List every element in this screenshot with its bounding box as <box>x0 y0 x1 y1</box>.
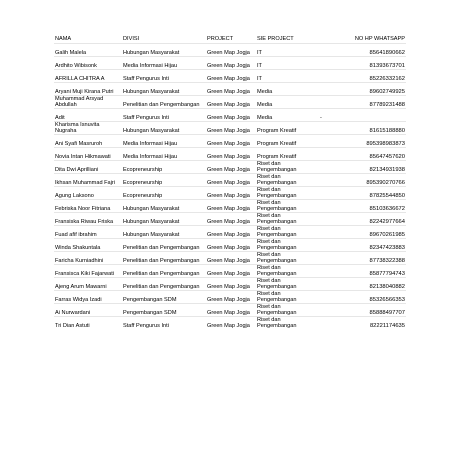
cell-project: Green Map Jogja <box>206 148 256 161</box>
cell-divisi: Hubungan Masyarakat <box>122 44 206 57</box>
cell-mark <box>319 70 341 83</box>
cell-nama: Agung Laksono <box>54 187 122 200</box>
cell-no-hp: 82134931938 <box>341 161 406 174</box>
cell-no-hp: 87789231488 <box>341 96 406 109</box>
table-row <box>54 304 406 317</box>
cell-no-hp: 82138040882 <box>341 278 406 291</box>
cell-divisi: Pengembangan SDM <box>122 291 206 304</box>
cell-sie-project: Riset dan Pengembangan <box>256 200 319 213</box>
cell-no-hp: 85226332162 <box>341 70 406 83</box>
cell-mark <box>319 278 341 291</box>
cell-no-hp: 85326566353 <box>341 291 406 304</box>
cell-project: Green Map Jogja <box>206 57 256 70</box>
cell-mark <box>319 161 341 174</box>
cell-sie-project: Riset dan Pengembangan <box>256 226 319 239</box>
cell-nama: Tri Dian Astuti <box>54 317 122 330</box>
table-row <box>54 200 406 213</box>
cell-mark <box>319 57 341 70</box>
cell-sie-project: Program Kreatif <box>256 148 319 161</box>
header-no-hp: NO HP WHATSAPP <box>354 36 405 42</box>
cell-nama: Ajeng Arum Mawarni <box>54 278 122 291</box>
cell-project: Green Map Jogja <box>206 83 256 96</box>
cell-project: Green Map Jogja <box>206 70 256 83</box>
cell-divisi: Staff Pengurus Inti <box>122 70 206 83</box>
table-row <box>54 96 406 109</box>
cell-mark <box>319 226 341 239</box>
cell-mark <box>319 304 341 317</box>
cell-no-hp: 82221174635 <box>341 317 406 330</box>
cell-nama: Fransisca Kiki Fajarwati <box>54 265 122 278</box>
cell-mark <box>319 174 341 187</box>
table-row <box>54 161 406 174</box>
cell-nama: Fuad afif ibrahim <box>54 226 122 239</box>
cell-divisi: Penelitian dan Pengembangan <box>122 96 206 109</box>
cell-project: Green Map Jogja <box>206 122 256 135</box>
cell-nama: Ai Nurwardani <box>54 304 122 317</box>
cell-sie-project: Riset dan Pengembangan <box>256 187 319 200</box>
table-row <box>54 239 406 252</box>
cell-no-hp: 85888497707 <box>341 304 406 317</box>
cell-divisi: Hubungan Masyarakat <box>122 122 206 135</box>
cell-sie-project: Riset dan Pengembangan <box>256 161 319 174</box>
cell-project: Green Map Jogja <box>206 278 256 291</box>
cell-mark <box>319 83 341 96</box>
cell-divisi: Penelitian dan Pengembangan <box>122 265 206 278</box>
cell-no-hp: 895390270766 <box>341 174 406 187</box>
table-row <box>54 226 406 239</box>
cell-mark <box>319 265 341 278</box>
cell-mark <box>319 239 341 252</box>
table-row <box>54 317 406 330</box>
cell-divisi: Ecopreneurship <box>122 187 206 200</box>
cell-divisi: Media Informasi Hijau <box>122 57 206 70</box>
cell-project: Green Map Jogja <box>206 291 256 304</box>
cell-nama: Novia Intan Hikmawati <box>54 148 122 161</box>
cell-nama: Faricha Kurniadhini <box>54 252 122 265</box>
cell-sie-project: Riset dan Pengembangan <box>256 213 319 226</box>
cell-no-hp: 82242977664 <box>341 213 406 226</box>
cell-sie-project: Riset dan Pengembangan <box>256 278 319 291</box>
cell-mark <box>319 317 341 330</box>
cell-sie-project: Riset dan Pengembangan <box>256 239 319 252</box>
cell-mark <box>319 252 341 265</box>
cell-nama: Ikhsan Muhammad Fajri <box>54 174 122 187</box>
cell-divisi: Hubungan Masyarakat <box>122 213 206 226</box>
cell-no-hp: 87825544850 <box>341 187 406 200</box>
cell-sie-project: Media <box>256 109 319 122</box>
cell-divisi: Penelitian dan Pengembangan <box>122 239 206 252</box>
cell-divisi: Hubungan Masyarakat <box>122 226 206 239</box>
spreadsheet-page <box>54 36 406 329</box>
table-row <box>54 109 406 122</box>
cell-sie-project: Program Kreatif <box>256 135 319 148</box>
cell-project: Green Map Jogja <box>206 239 256 252</box>
cell-project: Green Map Jogja <box>206 226 256 239</box>
table-row <box>54 44 406 57</box>
table-row <box>54 148 406 161</box>
cell-sie-project: Riset dan Pengembangan <box>256 265 319 278</box>
cell-sie-project: Media <box>256 83 319 96</box>
cell-project: Green Map Jogja <box>206 317 256 330</box>
cell-nama: Fransiska Riwau Friska <box>54 213 122 226</box>
cell-nama: Dita Dwi Aprilliani <box>54 161 122 174</box>
cell-project: Green Map Jogja <box>206 213 256 226</box>
header-project: PROJECT <box>207 36 234 42</box>
cell-nama: Ani Syafi Masruroh <box>54 135 122 148</box>
table-row <box>54 174 406 187</box>
cell-mark <box>319 135 341 148</box>
cell-sie-project: Media <box>256 96 319 109</box>
cell-no-hp: 89602749925 <box>341 83 406 96</box>
cell-mark <box>319 96 341 109</box>
cell-divisi: Staff Pengurus Inti <box>122 109 206 122</box>
cell-nama: Adit <box>54 109 122 122</box>
cell-project: Green Map Jogja <box>206 109 256 122</box>
cell-mark <box>319 213 341 226</box>
cell-no-hp: 82347423883 <box>341 239 406 252</box>
cell-divisi: Staff Pengurus Inti <box>122 317 206 330</box>
cell-mark <box>319 291 341 304</box>
cell-no-hp: 87738322388 <box>341 252 406 265</box>
cell-mark: - <box>319 109 341 122</box>
cell-divisi: Ecopreneurship <box>122 161 206 174</box>
header-sie-project: SIE PROJECT <box>257 36 294 42</box>
cell-no-hp <box>341 109 406 122</box>
cell-divisi: Penelitian dan Pengembangan <box>122 252 206 265</box>
cell-no-hp: 85647457620 <box>341 148 406 161</box>
cell-project: Green Map Jogja <box>206 252 256 265</box>
header-divisi: DIVISI <box>123 36 140 42</box>
cell-mark <box>319 187 341 200</box>
cell-sie-project: Riset dan Pengembangan <box>256 174 319 187</box>
cell-mark <box>319 122 341 135</box>
cell-mark <box>319 148 341 161</box>
cell-nama: Kharisma Isnuvita Nugraha <box>54 122 122 135</box>
table-row <box>54 83 406 96</box>
cell-divisi: Penelitian dan Pengembangan <box>122 278 206 291</box>
cell-sie-project: IT <box>256 57 319 70</box>
cell-divisi: Ecopreneurship <box>122 174 206 187</box>
cell-mark <box>319 44 341 57</box>
cell-sie-project: Program Kreatif <box>256 122 319 135</box>
cell-sie-project: Riset dan Pengembangan <box>256 291 319 304</box>
cell-project: Green Map Jogja <box>206 135 256 148</box>
table-row <box>54 278 406 291</box>
table-row <box>54 122 406 135</box>
cell-nama: AFRILLA CHITRA A <box>54 70 122 83</box>
cell-nama: Ardhito Wibisonk <box>54 57 122 70</box>
cell-nama: Muhammad Arsyad Abdullah <box>54 96 122 109</box>
cell-divisi: Media Informasi Hijau <box>122 148 206 161</box>
member-table <box>54 36 406 329</box>
cell-project: Green Map Jogja <box>206 44 256 57</box>
table-row <box>54 70 406 83</box>
cell-no-hp: 895398983873 <box>341 135 406 148</box>
table-row <box>54 291 406 304</box>
cell-sie-project: Riset dan Pengembangan <box>256 317 319 330</box>
header-mark <box>319 36 341 44</box>
cell-nama: Febriska Noor Fitriana <box>54 200 122 213</box>
cell-no-hp: 81393673701 <box>341 57 406 70</box>
cell-nama: Winda Shakuntala <box>54 239 122 252</box>
cell-project: Green Map Jogja <box>206 304 256 317</box>
table-row <box>54 213 406 226</box>
cell-no-hp: 89670261985 <box>341 226 406 239</box>
cell-sie-project: Riset dan Pengembangan <box>256 252 319 265</box>
cell-divisi: Pengembangan SDM <box>122 304 206 317</box>
table-row <box>54 135 406 148</box>
cell-project: Green Map Jogja <box>206 96 256 109</box>
cell-nama: Galih Malela <box>54 44 122 57</box>
header-nama: NAMA <box>55 36 72 42</box>
cell-no-hp: 81615188880 <box>341 122 406 135</box>
cell-no-hp: 85103636672 <box>341 200 406 213</box>
cell-sie-project: IT <box>256 44 319 57</box>
cell-project: Green Map Jogja <box>206 200 256 213</box>
table-row <box>54 265 406 278</box>
cell-project: Green Map Jogja <box>206 265 256 278</box>
cell-sie-project: Riset dan Pengembangan <box>256 304 319 317</box>
header-row <box>54 36 406 44</box>
cell-divisi: Hubungan Masyarakat <box>122 83 206 96</box>
cell-no-hp: 85641890662 <box>341 44 406 57</box>
cell-mark <box>319 200 341 213</box>
cell-project: Green Map Jogja <box>206 187 256 200</box>
cell-divisi: Hubungan Masyarakat <box>122 200 206 213</box>
table-row <box>54 187 406 200</box>
table-row <box>54 57 406 70</box>
cell-project: Green Map Jogja <box>206 174 256 187</box>
cell-nama: Farras Widya Izadi <box>54 291 122 304</box>
table-row <box>54 252 406 265</box>
cell-nama: Aryani Muji Kirana Putri <box>54 83 122 96</box>
cell-project: Green Map Jogja <box>206 161 256 174</box>
cell-divisi: Media Informasi Hijau <box>122 135 206 148</box>
cell-sie-project: IT <box>256 70 319 83</box>
cell-no-hp: 85877794743 <box>341 265 406 278</box>
